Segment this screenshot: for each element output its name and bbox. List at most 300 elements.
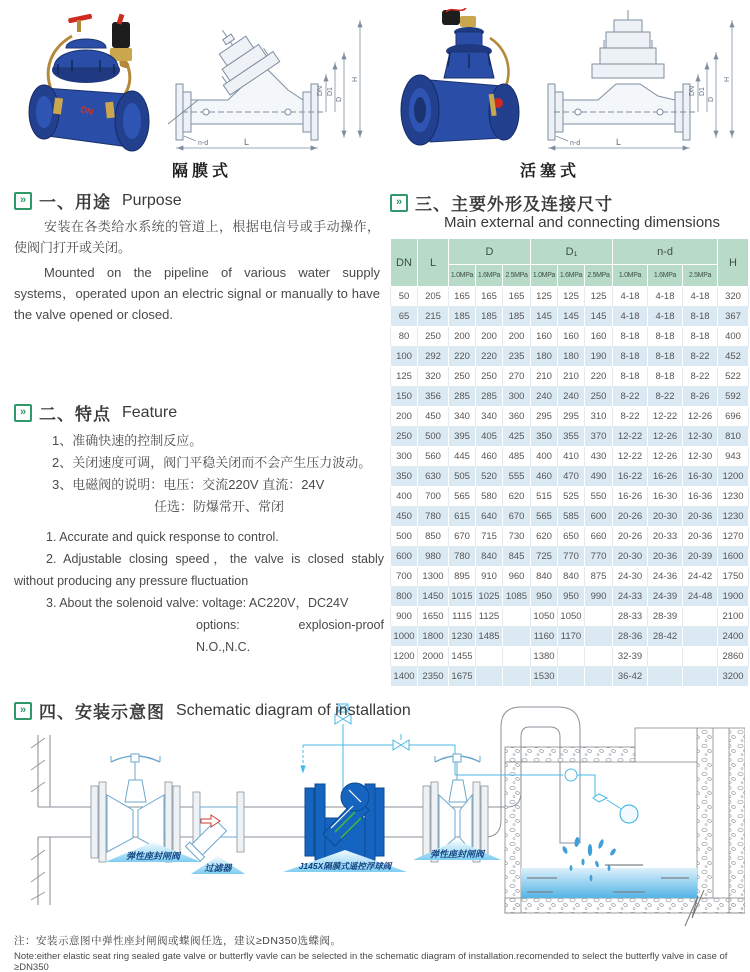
table-cell: 200 [449,327,476,347]
pressure-label: 2.5MPa [503,265,531,287]
table-cell: 360 [503,407,531,427]
table-cell: 355 [558,427,585,447]
col-d: D [449,239,531,265]
table-cell: 845 [503,547,531,567]
installation-title-en: Schematic diagram of installation [176,701,411,719]
table-cell: 16-30 [648,487,683,507]
dimensions-title-zh: 三、主要外形及连接尺寸 [415,195,613,214]
table-cell: 1650 [418,607,449,627]
table-cell: 8-22 [613,387,648,407]
table-cell: 350 [391,467,418,487]
table-cell [558,667,585,687]
table-cell: 8-22 [613,407,648,427]
table-cell: 8-18 [683,307,718,327]
dim-d: D [336,96,343,102]
note-en: Note:either elastic seat ring sealed gate valve or butterfly vavle can be selected in the schematic diagram of installation.recomended to select the butterfly valve in case of ≥DN350 [14,951,728,972]
table-cell: 910 [476,567,503,587]
table-cell: 1050 [531,607,558,627]
dimensions-title-en: Main external and connecting dimensions [444,214,720,231]
table-cell: 220 [449,347,476,367]
table-cell: 125 [558,287,585,307]
table-cell: 24-42 [683,567,718,587]
table-cell: 525 [558,487,585,507]
table-cell: 780 [449,547,476,567]
table-cell: 20-26 [613,527,648,547]
table-cell: 12-26 [683,407,718,427]
table-cell: 640 [476,507,503,527]
table-cell: 24-39 [648,587,683,607]
table-row [391,367,749,387]
table-cell: 200 [476,327,503,347]
table-cell: 180 [531,347,558,367]
table-cell: 1400 [391,667,418,687]
table-cell: 20-33 [648,527,683,547]
pressure-label: 1.6MPa [648,265,683,287]
label-j145x: J145X隔膜式遥控浮球阀 [298,861,392,871]
table-cell: 285 [476,387,503,407]
pressure-label: 2.5MPa [683,265,718,287]
table-cell: 24-33 [613,587,648,607]
table-cell: 550 [585,487,613,507]
table-cell: 205 [418,287,449,307]
table-cell: 585 [558,507,585,527]
table-cell: 560 [418,447,449,467]
dim-h: H [724,76,731,82]
table-cell: 310 [585,407,613,427]
table-cell: 875 [585,567,613,587]
table-cell: 295 [558,407,585,427]
table-cell [648,667,683,687]
table-cell: 8-18 [613,367,648,387]
table-cell: 36-42 [613,667,648,687]
table-cell: 220 [585,367,613,387]
table-cell [683,667,718,687]
table-cell: 240 [531,387,558,407]
table-row [391,447,749,467]
table-cell: 780 [418,507,449,527]
table-cell: 1200 [718,467,749,487]
table-cell: 190 [585,347,613,367]
table-cell: 65 [391,307,418,327]
table-cell: 1230 [718,507,749,527]
purpose-en: Mounted on the pipeline of various water supply systems，operated upon an electric signal or manually to have the valve opened or closed. [14,265,380,322]
label-gate-valve-2: 弹性座封闸阀 [429,849,485,859]
table-row [391,627,749,647]
col-nd: n-d [613,239,718,265]
table-row [391,347,749,367]
table-cell [503,627,531,647]
pressure-label: 1.6MPa [558,265,585,287]
table-cell: 165 [503,287,531,307]
table-cell: 1200 [391,647,418,667]
section-marker-icon: » [390,194,408,212]
table-cell: 235 [503,347,531,367]
table-cell: 28-36 [613,627,648,647]
table-cell: 943 [718,447,749,467]
table-cell: 20-30 [613,547,648,567]
pressure-label: 2.5MPa [585,265,613,287]
table-cell: 1900 [718,587,749,607]
table-cell: 340 [449,407,476,427]
table-cell: 145 [531,307,558,327]
table-cell: 565 [531,507,558,527]
table-cell: 250 [449,367,476,387]
section-installation-title [14,698,411,723]
table-cell: 4-18 [613,287,648,307]
table-cell: 1085 [503,587,531,607]
table-cell: 12-30 [683,447,718,467]
table-cell [503,647,531,667]
table-cell: 4-18 [683,287,718,307]
table-header [391,239,749,287]
table-cell: 160 [558,327,585,347]
table-cell: 1015 [449,587,476,607]
dim-h: H [352,76,359,82]
table-cell: 950 [531,587,558,607]
table-cell: 80 [391,327,418,347]
table-cell: 210 [531,367,558,387]
table-cell: 660 [585,527,613,547]
table-cell: 1170 [558,627,585,647]
table-cell: 430 [585,447,613,467]
table-cell: 960 [503,567,531,587]
table-cell: 485 [503,447,531,467]
table-cell: 990 [585,587,613,607]
table-cell: 670 [503,507,531,527]
dim-d: D [708,96,715,102]
table-cell: 367 [718,307,749,327]
dim-nd: n-d [198,140,209,147]
purpose-title-en: Purpose [122,191,182,209]
table-cell [585,627,613,647]
table-cell: 320 [718,287,749,307]
col-l: L [418,239,449,287]
table-row [391,467,749,487]
table-row [391,407,749,427]
table-cell: 8-18 [683,327,718,347]
table-cell: 20-36 [683,507,718,527]
dimensions-table [390,238,749,687]
table-cell: 1230 [449,627,476,647]
pressure-label: 1.0MPa [613,265,648,287]
table-row [391,587,749,607]
table-cell: 24-36 [648,567,683,587]
table-cell: 350 [531,427,558,447]
table-cell: 16-26 [613,487,648,507]
feature-en-item: 1. Accurate and quick response to control. [46,530,279,544]
feature-en-item: 2. Adjustable closing speed，the valve is closed stably without producing any pressure fluctuation [14,552,384,588]
table-cell: 620 [531,527,558,547]
table-cell [503,607,531,627]
table-cell: 125 [585,287,613,307]
table-cell: 20-36 [683,527,718,547]
table-cell: 600 [391,547,418,567]
table-cell: 450 [391,507,418,527]
table-row [391,547,749,567]
table-cell: 28-42 [648,627,683,647]
table-cell [683,627,718,647]
pressure-label: 1.0MPa [449,265,476,287]
table-cell: 565 [449,487,476,507]
table-cell: 220 [476,347,503,367]
table-cell: 725 [531,547,558,567]
table-cell: 840 [558,567,585,587]
section-purpose-title [14,188,182,213]
table-cell: 1160 [531,627,558,647]
table-cell: 1230 [718,487,749,507]
table-cell: 490 [585,467,613,487]
table-cell: 185 [449,307,476,327]
table-cell: 270 [503,367,531,387]
table-row [391,507,749,527]
valve-body-illustration [401,8,519,145]
table-cell: 16-36 [683,487,718,507]
table-cell: 185 [503,307,531,327]
col-d1: D₁ [531,239,613,265]
section-marker-icon: » [14,404,32,422]
table-cell: 445 [449,447,476,467]
table-cell: 770 [558,547,585,567]
table-cell: 24-48 [683,587,718,607]
diaphragm-valve-drawing [168,8,376,158]
right-caption: 活塞式 [520,163,581,180]
table-cell: 200 [391,407,418,427]
table-cell: 8-18 [613,347,648,367]
table-cell: 20-26 [613,507,648,527]
table-cell: 12-30 [683,427,718,447]
table-cell: 295 [531,407,558,427]
table-cell: 1530 [531,667,558,687]
table-cell: 20-36 [648,547,683,567]
table-cell: 900 [391,607,418,627]
table-cell: 730 [503,527,531,547]
table-cell: 555 [503,467,531,487]
table-cell: 320 [418,367,449,387]
feature-en-item: options: explosion-proof N.O.,N.C. [196,618,384,654]
table-cell: 500 [391,527,418,547]
table-cell: 840 [476,547,503,567]
section-dimensions-title [390,190,613,215]
table-cell: 8-18 [648,367,683,387]
table-cell: 592 [718,387,749,407]
table-cell: 400 [531,447,558,467]
table-cell: 145 [558,307,585,327]
table-cell: 400 [718,327,749,347]
table-cell: 2400 [718,627,749,647]
installation-schematic [5,700,745,928]
table-cell: 16-30 [683,467,718,487]
dim-dn: DN [317,85,324,96]
table-cell: 300 [503,387,531,407]
table-cell: 580 [476,487,503,507]
svg-text:DN: DN [79,104,95,118]
table-cell: 160 [585,327,613,347]
table-cell: 650 [558,527,585,547]
purpose-zh: 安装在各类给水系统的管道上，根据电信号或手动操作，使阀门打开或关闭。 [14,219,380,255]
table-cell: 250 [476,367,503,387]
table-cell [585,667,613,687]
feature-zh-item: 3、电磁阀的说明：电压：交流220V 直流：24V [52,477,325,492]
table-cell: 20-30 [648,507,683,527]
table-cell: 800 [391,587,418,607]
table-cell: 180 [558,347,585,367]
table-cell [683,647,718,667]
table-cell: 715 [476,527,503,547]
table-row [391,567,749,587]
table-cell: 670 [449,527,476,547]
table-cell: 8-22 [683,347,718,367]
table-cell: 895 [449,567,476,587]
table-cell: 4-18 [648,287,683,307]
table-cell: 340 [476,407,503,427]
table-cell: 150 [391,387,418,407]
table-cell: 8-18 [648,347,683,367]
table-cell: 300 [391,447,418,467]
table-cell [585,607,613,627]
table-cell: 405 [476,427,503,447]
section-feature-title [14,400,177,425]
table-cell: 4-18 [613,307,648,327]
table-cell: 285 [449,387,476,407]
table-cell: 460 [476,447,503,467]
table-cell [683,607,718,627]
table-cell: 620 [503,487,531,507]
table-cell: 450 [418,407,449,427]
table-row [391,387,749,407]
table-cell: 250 [585,387,613,407]
dim-l: L [616,137,622,147]
table-cell: 460 [531,467,558,487]
section-marker-icon: » [14,702,32,720]
table-cell: 425 [503,427,531,447]
table-cell: 12-26 [648,447,683,467]
table-cell: 1380 [531,647,558,667]
table-cell: 240 [558,387,585,407]
table-cell: 700 [418,487,449,507]
table-cell: 2000 [418,647,449,667]
table-cell: 12-22 [648,407,683,427]
table-cell: 1450 [418,587,449,607]
table-cell: 410 [558,447,585,467]
table-cell: 28-33 [613,607,648,627]
table-cell: 1750 [718,567,749,587]
water-tank [505,728,745,926]
table-cell: 370 [585,427,613,447]
piston-valve-drawing [540,8,748,158]
table-cell: 615 [449,507,476,527]
purpose-text [14,216,380,327]
table-row [391,487,749,507]
table-cell: 165 [476,287,503,307]
table-cell: 522 [718,367,749,387]
table-cell: 50 [391,287,418,307]
table-cell: 1025 [476,587,503,607]
table-cell: 1050 [558,607,585,627]
table-cell: 12-22 [613,427,648,447]
feature-zh-item: 1、准确快速的控制反应。 [52,433,203,448]
table-cell: 500 [418,427,449,447]
table-cell: 810 [718,427,749,447]
table-cell: 395 [449,427,476,447]
dim-d1: D1 [699,87,706,96]
table-cell: 770 [585,547,613,567]
table-cell: 1485 [476,627,503,647]
feature-en-item: 3. About the solenoid valve: voltage: AC220V，DC24V [46,596,349,610]
table-cell: 12-22 [613,447,648,467]
table-cell: 1600 [718,547,749,567]
table-cell: 1455 [449,647,476,667]
table-cell: 185 [476,307,503,327]
dim-d1: D1 [327,87,334,96]
dim-dn: DN [689,85,696,96]
table-cell: 32-39 [613,647,648,667]
feature-zh-item: 2、关闭速度可调，阀门平稳关闭而不会产生压力波动。 [52,455,372,470]
table-cell: 700 [391,567,418,587]
technical-drawing [168,13,324,140]
table-cell: 356 [418,387,449,407]
table-cell [585,647,613,667]
table-cell: 470 [558,467,585,487]
table-cell: 8-22 [683,367,718,387]
col-dn: DN [391,239,418,287]
table-cell: 292 [418,347,449,367]
table-cell: 8-26 [683,387,718,407]
table-cell: 8-18 [613,327,648,347]
table-cell: 1000 [391,627,418,647]
table-cell: 8-18 [648,327,683,347]
table-cell: 16-26 [648,467,683,487]
table-cell: 2100 [718,607,749,627]
table-cell [558,647,585,667]
table-cell [476,647,503,667]
table-cell: 400 [391,487,418,507]
table-cell: 1675 [449,667,476,687]
table-cell: 2860 [718,647,749,667]
table-cell: 16-22 [613,467,648,487]
table-cell: 630 [418,467,449,487]
table-cell: 1800 [418,627,449,647]
table-cell: 850 [418,527,449,547]
installation-title-zh: 四、安装示意图 [39,703,165,722]
table-cell: 696 [718,407,749,427]
table-row [391,527,749,547]
table-cell: 250 [391,427,418,447]
table-cell [648,647,683,667]
table-cell: 250 [418,327,449,347]
table-cell: 28-39 [648,607,683,627]
note-zh: 注：安装示意图中弹性座封闸阀或蝶阀任选，建议≥DN350选蝶阀。 [14,935,342,947]
table-row [391,667,749,687]
label-gate-valve-1: 弹性座封闸阀 [125,851,181,861]
technical-drawing [548,10,696,140]
table-cell: 520 [476,467,503,487]
feature-text [14,430,384,658]
table-row [391,327,749,347]
table-cell: 100 [391,347,418,367]
table-cell: 145 [585,307,613,327]
dim-l: L [244,137,250,147]
table-cell: 2350 [418,667,449,687]
table-cell: 505 [449,467,476,487]
table-cell: 160 [531,327,558,347]
pressure-label: 1.0MPa [531,265,558,287]
table-cell: 12-26 [648,427,683,447]
table-cell: 840 [531,567,558,587]
col-h: H [718,239,749,287]
left-caption: 隔膜式 [172,163,233,180]
table-cell: 515 [531,487,558,507]
dimensions-table-body [391,287,749,687]
